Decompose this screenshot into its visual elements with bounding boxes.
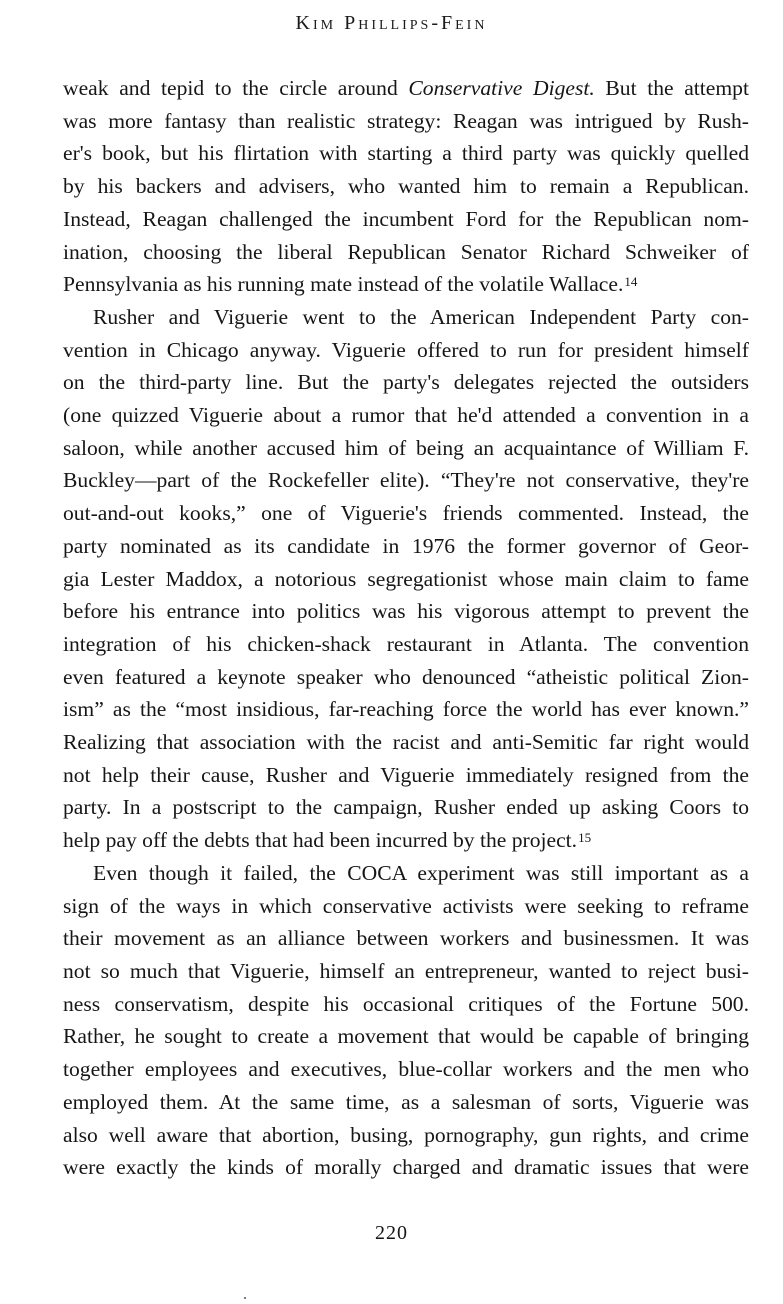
text-segment: also well aware that abortion, busing, pornography, gun rights, and crime bbox=[63, 1122, 749, 1147]
text-line bbox=[63, 137, 749, 170]
text-segment: Buckley—part of the Rockefeller elite). “They're not conservative, they're bbox=[63, 468, 749, 493]
text-segment: not so much that Viguerie, himself an entrepreneur, wanted to reject busi- bbox=[63, 958, 749, 983]
text-line bbox=[63, 530, 749, 563]
text-segment: Rather, he sought to create a movement that would be capable of bringing bbox=[63, 1024, 749, 1049]
text-segment: before his entrance into politics was his vigorous attempt to prevent the bbox=[63, 599, 749, 624]
running-head: Kim Phillips-Fein bbox=[295, 12, 488, 34]
text-line bbox=[63, 497, 749, 530]
text-line bbox=[63, 693, 749, 726]
text-segment: Instead, Reagan challenged the incumbent Ford for the Republican nom- bbox=[63, 206, 749, 231]
text-segment: Even though it failed, the COCA experiment was still important as a bbox=[93, 860, 749, 885]
paragraph bbox=[63, 72, 749, 301]
text-segment: party nominated as its candidate in 1976 the former governor of Geor- bbox=[63, 533, 749, 558]
text-line bbox=[63, 1020, 749, 1053]
text-segment: Realizing that association with the racist and anti-Semitic far right would bbox=[63, 730, 749, 755]
paragraph bbox=[63, 857, 749, 1184]
text-line bbox=[63, 105, 749, 138]
text-line bbox=[63, 236, 749, 269]
text-line bbox=[63, 759, 749, 792]
text-line bbox=[63, 563, 749, 596]
body-text bbox=[63, 72, 749, 1184]
text-segment: ism” as the “most insidious, far-reaching force the world has ever known.” bbox=[63, 697, 749, 722]
text-segment: not help their cause, Rusher and Viguerie immediately resigned from the bbox=[63, 762, 749, 787]
text-line bbox=[63, 170, 749, 203]
text-segment: party. In a postscript to the campaign, Rusher ended up asking Coors to bbox=[63, 795, 749, 820]
italic-title: Conservative Digest. bbox=[408, 76, 595, 100]
text-segment: out-and-out kooks,” one of Viguerie's friends commented. Instead, the bbox=[63, 501, 749, 526]
page-number: 220 bbox=[375, 1222, 408, 1244]
text-line bbox=[63, 334, 749, 367]
text-segment: together employees and executives, blue-collar workers and the men who bbox=[63, 1057, 749, 1082]
text-line bbox=[63, 268, 749, 301]
text-line bbox=[63, 399, 749, 432]
text-segment: Rusher and Viguerie went to the American Independent Party con- bbox=[93, 304, 749, 329]
text-line bbox=[63, 301, 749, 334]
text-line bbox=[63, 726, 749, 759]
text-line bbox=[63, 203, 749, 236]
text-line bbox=[63, 1086, 749, 1119]
scan-speck bbox=[244, 1297, 246, 1299]
text-line bbox=[63, 955, 749, 988]
text-line bbox=[63, 464, 749, 497]
text-segment: gia Lester Maddox, a notorious segregationist whose main claim to fame bbox=[63, 566, 749, 591]
text-line bbox=[63, 824, 749, 857]
text-segment: But the attempt bbox=[594, 76, 749, 100]
footnote-reference: 14 bbox=[624, 274, 638, 290]
text-segment: on the third-party line. But the party's delegates rejected the outsiders bbox=[63, 370, 749, 395]
text-line bbox=[63, 432, 749, 465]
text-line bbox=[63, 988, 749, 1021]
text-line bbox=[63, 922, 749, 955]
text-segment: saloon, while another accused him of being an acquaintance of William F. bbox=[63, 435, 749, 460]
text-segment: help pay off the debts that had been incurred by the project. bbox=[63, 828, 578, 853]
text-line bbox=[63, 791, 749, 824]
text-line bbox=[63, 890, 749, 923]
text-segment: integration of his chicken-shack restaurant in Atlanta. The convention bbox=[63, 631, 749, 656]
text-line bbox=[63, 628, 749, 661]
text-segment: (one quizzed Viguerie about a rumor that he'd attended a convention in a bbox=[63, 403, 749, 428]
text-line bbox=[63, 72, 749, 105]
text-segment: were exactly the kinds of morally charged and dramatic issues that were bbox=[63, 1155, 749, 1180]
footnote-reference: 15 bbox=[578, 830, 592, 846]
text-segment: ness conservatism, despite his occasional critiques of the Fortune 500. bbox=[63, 991, 749, 1016]
text-segment: er's book, but his flirtation with starting a third party was quickly quelled bbox=[63, 141, 749, 166]
text-segment: vention in Chicago anyway. Viguerie offered to run for president himself bbox=[63, 337, 749, 362]
text-line bbox=[63, 1053, 749, 1086]
text-segment: Pennsylvania as his running mate instead of the volatile Wallace. bbox=[63, 272, 624, 297]
text-segment: sign of the ways in which conservative activists were seeking to reframe bbox=[63, 893, 749, 918]
text-line bbox=[63, 595, 749, 628]
text-segment: by his backers and advisers, who wanted him to remain a Republican. bbox=[63, 174, 749, 199]
text-line bbox=[63, 366, 749, 399]
text-line bbox=[63, 857, 749, 890]
text-segment: their movement as an alliance between workers and businessmen. It was bbox=[63, 926, 749, 951]
text-segment: was more fantasy than realistic strategy: Reagan was intrigued by Rush- bbox=[63, 108, 749, 133]
text-segment: weak and tepid to the circle around bbox=[63, 76, 409, 100]
text-line bbox=[63, 1151, 749, 1184]
text-segment: ination, choosing the liberal Republican Senator Richard Schweiker of bbox=[63, 239, 749, 264]
text-segment: even featured a keynote speaker who denounced “atheistic political Zion- bbox=[63, 664, 749, 689]
text-segment: employed them. At the same time, as a salesman of sorts, Viguerie was bbox=[63, 1089, 749, 1114]
paragraph bbox=[63, 301, 749, 857]
text-line bbox=[63, 661, 749, 694]
text-line bbox=[63, 1119, 749, 1152]
